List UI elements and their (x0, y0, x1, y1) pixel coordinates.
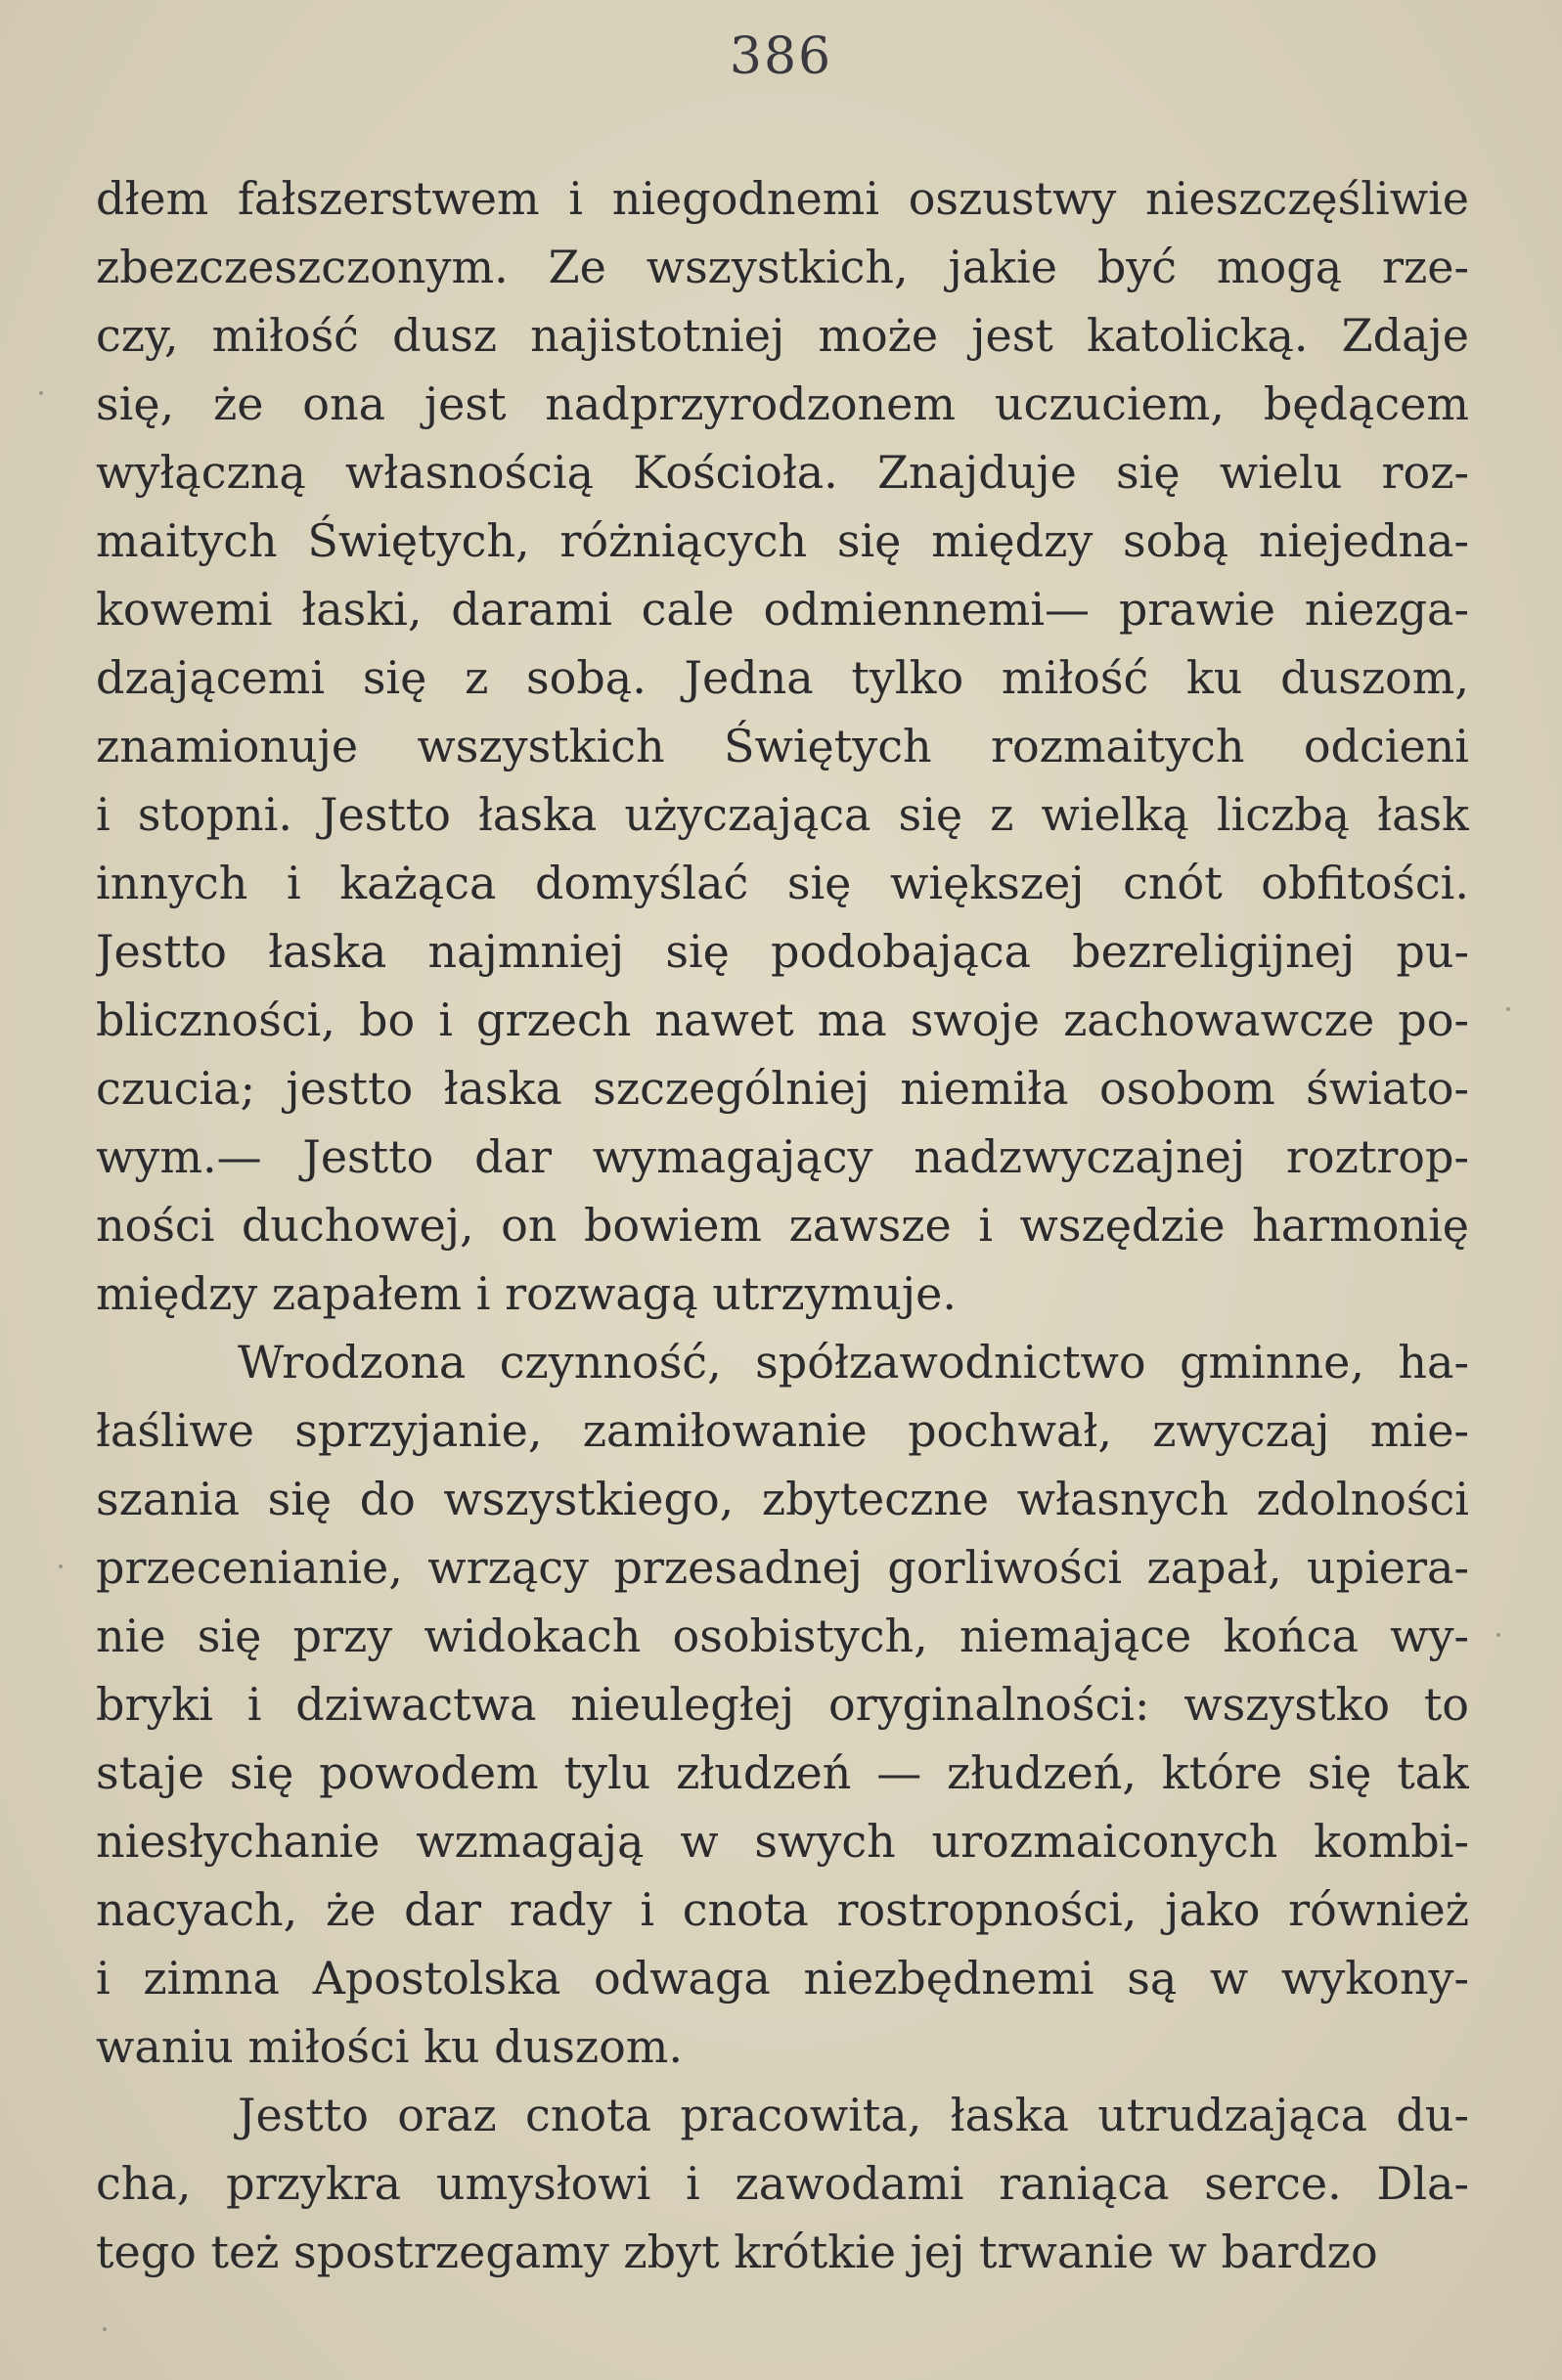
text-line: przecenianie, wrzący przesadnej gorliwości zapał, upiera- (96, 1541, 1469, 1594)
text-line: ności duchowej, on bowiem zawsze i wszędzie harmonię (96, 1199, 1469, 1252)
text-line: niesłychanie wzmagają w swych urozmaiconych kombi- (96, 1815, 1469, 1868)
text-line: staje się powodem tylu złudzeń — złudzeń, które się tak (96, 1746, 1469, 1799)
text-line: waniu miłości ku duszom. (96, 2020, 683, 2073)
text-line: między zapałem i rozwagą utrzymuje. (96, 1267, 957, 1320)
text-line: Jestto oraz cnota pracowita, łaska utrudzająca du- (238, 2089, 1469, 2141)
text-line: czucia; jestto łaska szczególniej niemiła osobom świato- (96, 1062, 1469, 1115)
text-line: Jestto łaska najmniej się podobająca bezreligijnej pu- (96, 925, 1469, 978)
text-line: nacyach, że dar rady i cnota rostropności, jako również (96, 1883, 1469, 1936)
text-line: tego też spostrzegamy zbyt krótkie jej trwanie w bardzo (96, 2226, 1378, 2278)
paper-speck (103, 2327, 107, 2331)
page-number: 386 (729, 27, 833, 86)
text-line: dzającemi się z sobą. Jedna tylko miłość ku duszom, (96, 651, 1469, 704)
text-line: zbezczeszczonym. Ze wszystkich, jakie być mogą rze- (96, 241, 1469, 293)
text-line: i stopni. Jestto łaska użyczająca się z wielką liczbą łask (96, 788, 1469, 841)
text-line: znamionuje wszystkich Świętych rozmaitych odcieni (96, 720, 1469, 772)
text-line: wym.— Jestto dar wymagający nadzwyczajnej roztrop- (96, 1130, 1469, 1183)
text-line: innych i każąca domyślać się większej cnót obfitości. (96, 857, 1469, 909)
text-line: cha, przykra umysłowi i zawodami raniąca serce. Dla- (96, 2157, 1469, 2210)
text-line: łaśliwe sprzyjanie, zamiłowanie pochwał, zwyczaj mie- (96, 1404, 1469, 1457)
text-line: kowemi łaski, darami cale odmiennemi— prawie niezga- (96, 583, 1469, 636)
paper-speck (59, 1565, 63, 1568)
text-line: się, że ona jest nadprzyrodzonem uczuciem, będącem (96, 377, 1469, 430)
text-line: Wrodzona czynność, spółzawodnictwo gminne, ha- (238, 1336, 1469, 1388)
body-text (96, 164, 1469, 2286)
text-line: nie się przy widokach osobistych, niemające końca wy- (96, 1609, 1469, 1662)
text-line: szania się do wszystkiego, zbyteczne własnych zdolności (96, 1473, 1469, 1525)
text-line: czy, miłość dusz najistotniej może jest katolicką. Zdaje (96, 309, 1469, 362)
text-line: i zimna Apostolska odwaga niezbędnemi są w wykony- (96, 1952, 1469, 2005)
text-line: bryki i dziwactwa nieuległej oryginalności: wszystko to (96, 1678, 1469, 1731)
text-line: maitych Świętych, różniących się między sobą niejedna- (96, 514, 1469, 567)
text-line: bliczności, bo i grzech nawet ma swoje zachowawcze po- (96, 993, 1469, 1046)
paper-speck (1496, 1633, 1500, 1637)
paper-speck (1506, 1007, 1510, 1011)
text-line: dłem fałszerstwem i niegodnemi oszustwy nieszczęśliwie (96, 172, 1469, 225)
text-line: wyłączną własnością Kościoła. Znajduje się wielu roz- (96, 446, 1469, 499)
paper-speck (39, 391, 43, 395)
